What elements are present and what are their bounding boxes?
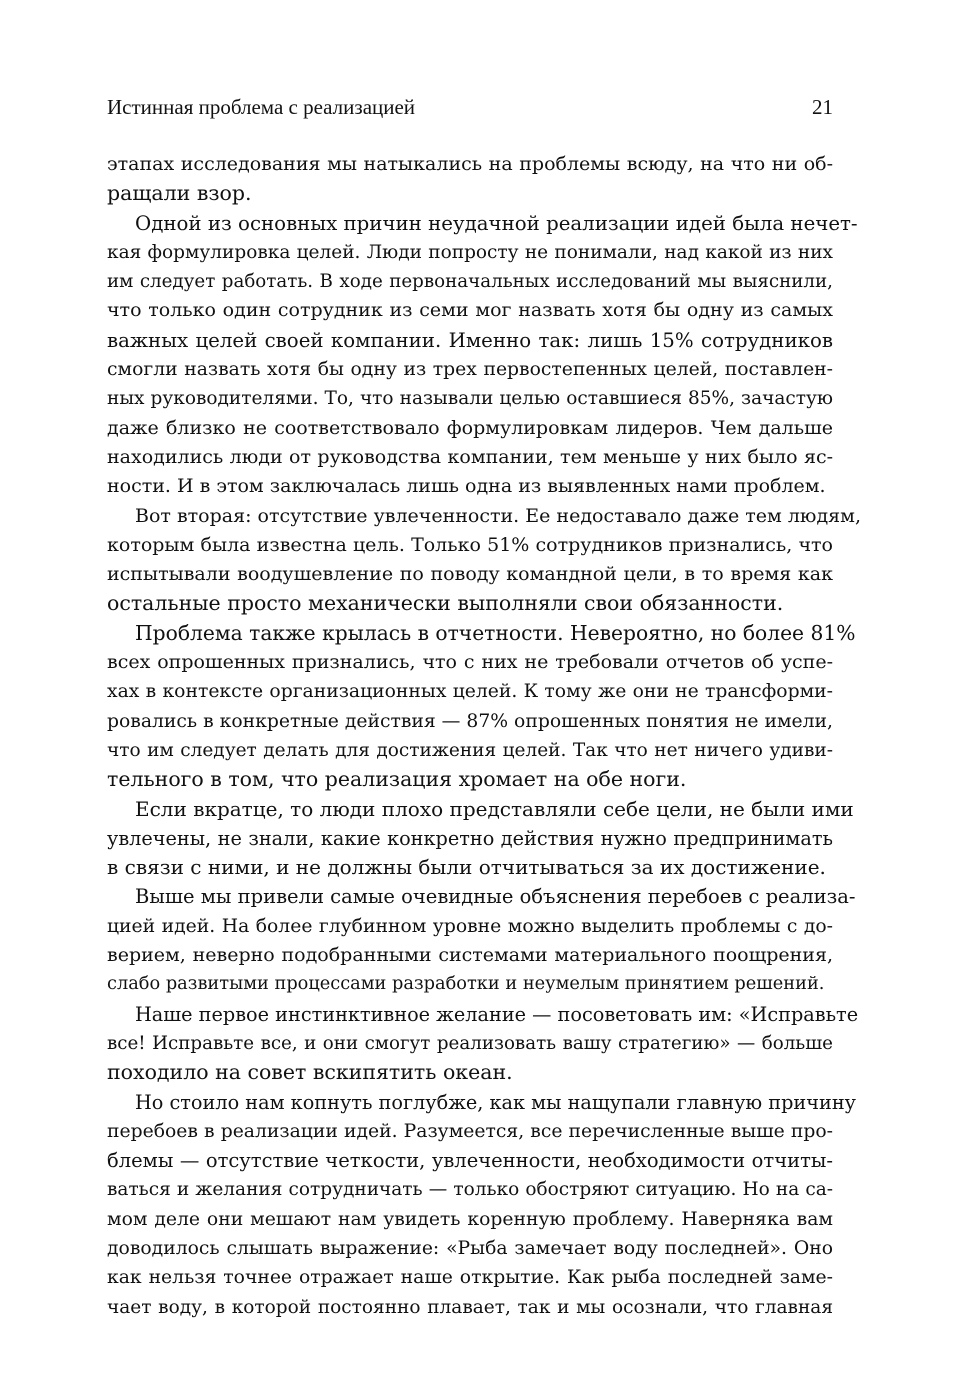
text-line: чает воду, в которой постоянно плавает, так и мы осознали, что главная [107, 1296, 833, 1318]
text-line: что только один сотрудник из семи мог назвать хотя бы одну из самых [107, 299, 833, 322]
text-line: важных целей своей компании. Именно так: лишь 15% сотрудников [107, 328, 833, 352]
text-line: остальные просто механически выполняли свои обязанности. [107, 591, 784, 616]
text-line: Выше мы привели самые очевидные объяснения перебоев с реализа- [135, 885, 856, 909]
text-line: цией идей. На более глубинном уровне можно выделить проблемы с до- [107, 915, 833, 937]
paragraph [107, 150, 833, 209]
text-line: все! Исправьте все, и они смогут реализовать вашу стратегию» — больше [107, 1032, 833, 1054]
paragraph [107, 1088, 856, 1322]
text-line: что им следует делать для достижения целей. Так что нет ничего удиви- [107, 739, 833, 761]
text-line: блемы — отсутствие четкости, увлеченности, необходимости отчиты- [107, 1149, 833, 1173]
text-line: которым была известна цель. Только 51% сотрудников признались, что [107, 533, 833, 556]
paragraph [107, 502, 861, 619]
text-line: Одной из основных причин неудачной реализации идей была нечет- [135, 211, 858, 235]
page-number: 21 [812, 95, 833, 119]
text-line: всех опрошенных признались, что с них не требовали отчетов об успе- [107, 651, 833, 674]
text-line: перебоев в реализации идей. Разумеется, все перечисленные выше про- [107, 1120, 833, 1142]
text-line: ровались в конкретные действия — 87% опрошенных понятия не имели, [107, 710, 833, 732]
text-line: им следует работать. В ходе первоначальных исследований мы выяснили, [107, 271, 833, 293]
text-line: Наше первое инстинктивное желание — посоветовать им: «Исправьте [135, 1002, 859, 1026]
text-line: мом деле они мешают нам увидеть коренную проблему. Наверняка вам [107, 1208, 833, 1230]
text-line: доводилось слышать выражение: «Рыба замечает воду последней». Оно [107, 1237, 833, 1259]
text-line: Вот вторая: отсутствие увлеченности. Ее недоставало даже тем людям, [135, 504, 861, 527]
text-line: в связи с ними, и не должны были отчитываться за их достижение. [107, 855, 826, 880]
body-text [107, 150, 861, 1322]
paragraph [107, 882, 856, 999]
text-line: как нельзя точнее отражает наше открытие. Как рыба последней заме- [107, 1267, 833, 1289]
text-line: этапах исследования мы натыкались на проблемы всюду, на что ни об- [107, 153, 833, 175]
paragraph [107, 795, 854, 883]
text-line: слабо развитыми процессами разработки и неумелым принятием решений. [107, 974, 825, 995]
text-line: смогли назвать хотя бы одну из трех первостепенных целей, поставлен- [107, 359, 833, 381]
text-line: ности. И в этом заключалась лишь одна из выявленных нами проблем. [107, 475, 826, 498]
text-line: Но стоило нам копнуть поглубже, как мы нащупали главную причину [135, 1090, 856, 1114]
text-line: ваться и желания сотрудничать — только обостряют ситуацию. Но на са- [107, 1179, 833, 1201]
running-head-title: Истинная проблема с реализацией [107, 95, 416, 119]
text-line: Если вкратце, то люди плохо представляли себе цели, не были ими [135, 796, 854, 821]
paragraph [107, 1000, 859, 1088]
text-line: увлечены, не знали, какие конкретно действия нужно предпринимать [107, 826, 833, 850]
text-line: даже близко не соответствовало формулировкам лидеров. Чем дальше [107, 416, 833, 439]
text-line: верием, неверно подобранными системами материального поощрения, [107, 944, 833, 967]
text-line: находились люди от руководства компании, тем меньше у них было яс- [107, 445, 833, 468]
text-line: походило на совет вскипятить океан. [107, 1060, 513, 1085]
text-line: ных руководителями. То, что называли целью оставшиеся 85%, зачастую [107, 388, 833, 410]
text-line: Проблема также крылась в отчетности. Невероятно, но более 81% [135, 620, 856, 645]
running-header [107, 93, 833, 121]
paragraph [107, 619, 856, 795]
text-line: ращали взор. [107, 181, 252, 206]
text-line: хах в контексте организационных целей. К тому же они не трансформи- [107, 681, 833, 703]
text-line: тельного в том, что реализация хромает на обе ноги. [107, 767, 687, 792]
text-line: кая формулировка целей. Люди попросту не понимали, над какой из них [107, 241, 833, 263]
text-line: испытывали воодушевление по поводу командной цели, в то время как [107, 563, 833, 586]
paragraph [107, 209, 858, 502]
